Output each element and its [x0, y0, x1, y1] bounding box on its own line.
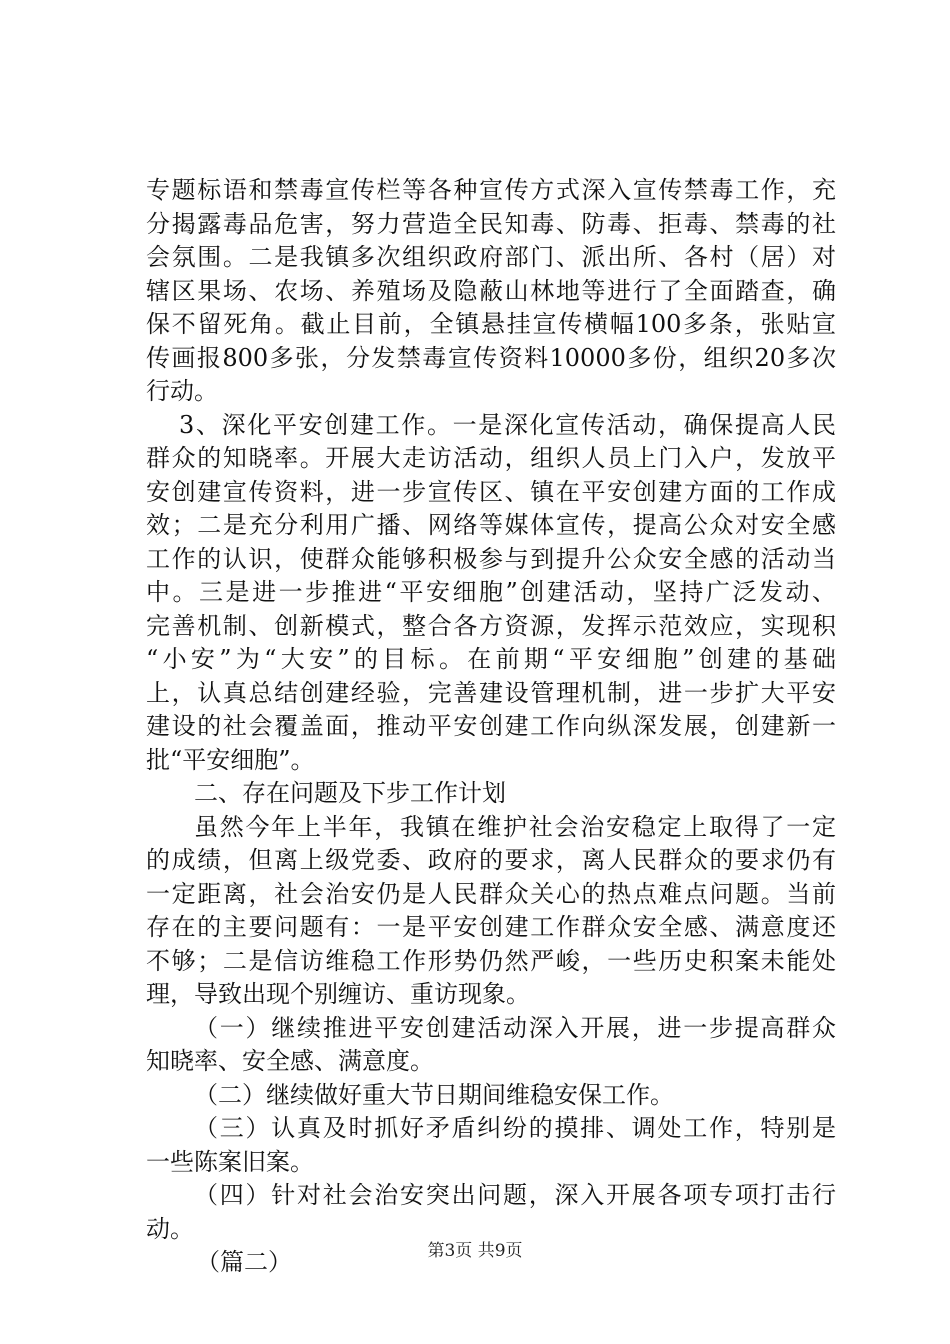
text-line: 一定距离，社会治安仍是人民群众关心的热点难点问题。当前 — [146, 879, 836, 908]
text-line: 上，认真总结创建经验，完善建设管理机制，进一步扩大平安 — [146, 678, 836, 707]
list-item: （三）认真及时抓好矛盾纠纷的摸排、调处工作，特别是 — [194, 1114, 836, 1142]
text-line: 传画报800多张，分发禁毒宣传资料10000多份，组织20多次 — [146, 343, 836, 372]
text-line: 效；二是充分利用广播、网络等媒体宣传，提高公众对安全感 — [146, 511, 836, 539]
text-line: 理，导致出现个别缠访、重访现象。 — [146, 980, 530, 1008]
text-line: 辖区果场、农场、养殖场及隐蔽山林地等进行了全面踏查，确 — [146, 276, 836, 305]
text-line: 存在的主要问题有：一是平安创建工作群众安全感、满意度还 — [146, 913, 836, 941]
text-line: 完善机制、创新模式，整合各方资源，发挥示范效应，实现积 — [146, 611, 836, 640]
list-item: （二）继续做好重大节日期间维稳安保工作。 — [194, 1080, 674, 1109]
text-line: 中。三是进一步推进“平安细胞”创建活动，坚持广泛发动、 — [146, 578, 836, 606]
text-line: 批“平安细胞”。 — [146, 745, 315, 774]
text-line: 分揭露毒品危害，努力营造全民知毒、防毒、拒毒、禁毒的社 — [146, 209, 836, 238]
text-line: 群众的知晓率。开展大走访活动，组织人员上门入户，发放平 — [146, 444, 836, 472]
text-line: 动。 — [146, 1214, 194, 1243]
text-line: “小安”为“大安”的目标。在前期“平安细胞”创建的基础 — [146, 645, 836, 673]
text-line: 安创建宣传资料，进一步宣传区、镇在平安创建方面的工作成 — [146, 477, 836, 506]
page-number-footer: 第3页 共9页 — [427, 1241, 523, 1261]
text-line: 的成绩，但离上级党委、政府的要求，离人民群众的要求仍有 — [146, 846, 836, 874]
text-line: 行动。 — [146, 377, 218, 405]
text-line: 专题标语和禁毒宣传栏等各种宣传方式深入宣传禁毒工作，充 — [146, 176, 836, 204]
text-line: 会氛围。二是我镇多次组织政府部门、派出所、各村（居）对 — [146, 243, 836, 271]
text-line: 不够；二是信访维稳工作形势仍然严峻，一些历史积案未能处 — [146, 946, 836, 975]
section-heading: 二、存在问题及下步工作计划 — [194, 779, 506, 807]
text-line: 工作的认识，使群众能够积极参与到提升公众安全感的活动当 — [146, 544, 836, 573]
part-heading: （篇二） — [196, 1248, 292, 1276]
list-item: （四）针对社会治安突出问题，深入开展各项专项打击行 — [194, 1181, 836, 1209]
text-line: 知晓率、安全感、满意度。 — [146, 1047, 434, 1075]
text-line: 保不留死角。截止目前，全镇悬挂宣传横幅100多条，张贴宣 — [146, 310, 836, 338]
text-line: 一些陈案旧案。 — [146, 1147, 314, 1176]
list-item: （一）继续推进平安创建活动深入开展，进一步提高群众 — [194, 1013, 836, 1042]
document-body — [146, 174, 836, 1280]
text-line: 虽然今年上半年，我镇在维护社会治安稳定上取得了一定 — [194, 812, 836, 841]
text-line: 建设的社会覆盖面，推动平安创建工作向纵深发展，创建新一 — [146, 712, 836, 740]
section-heading: 3、深化平安创建工作。一是深化宣传活动，确保提高人民 — [179, 410, 836, 439]
